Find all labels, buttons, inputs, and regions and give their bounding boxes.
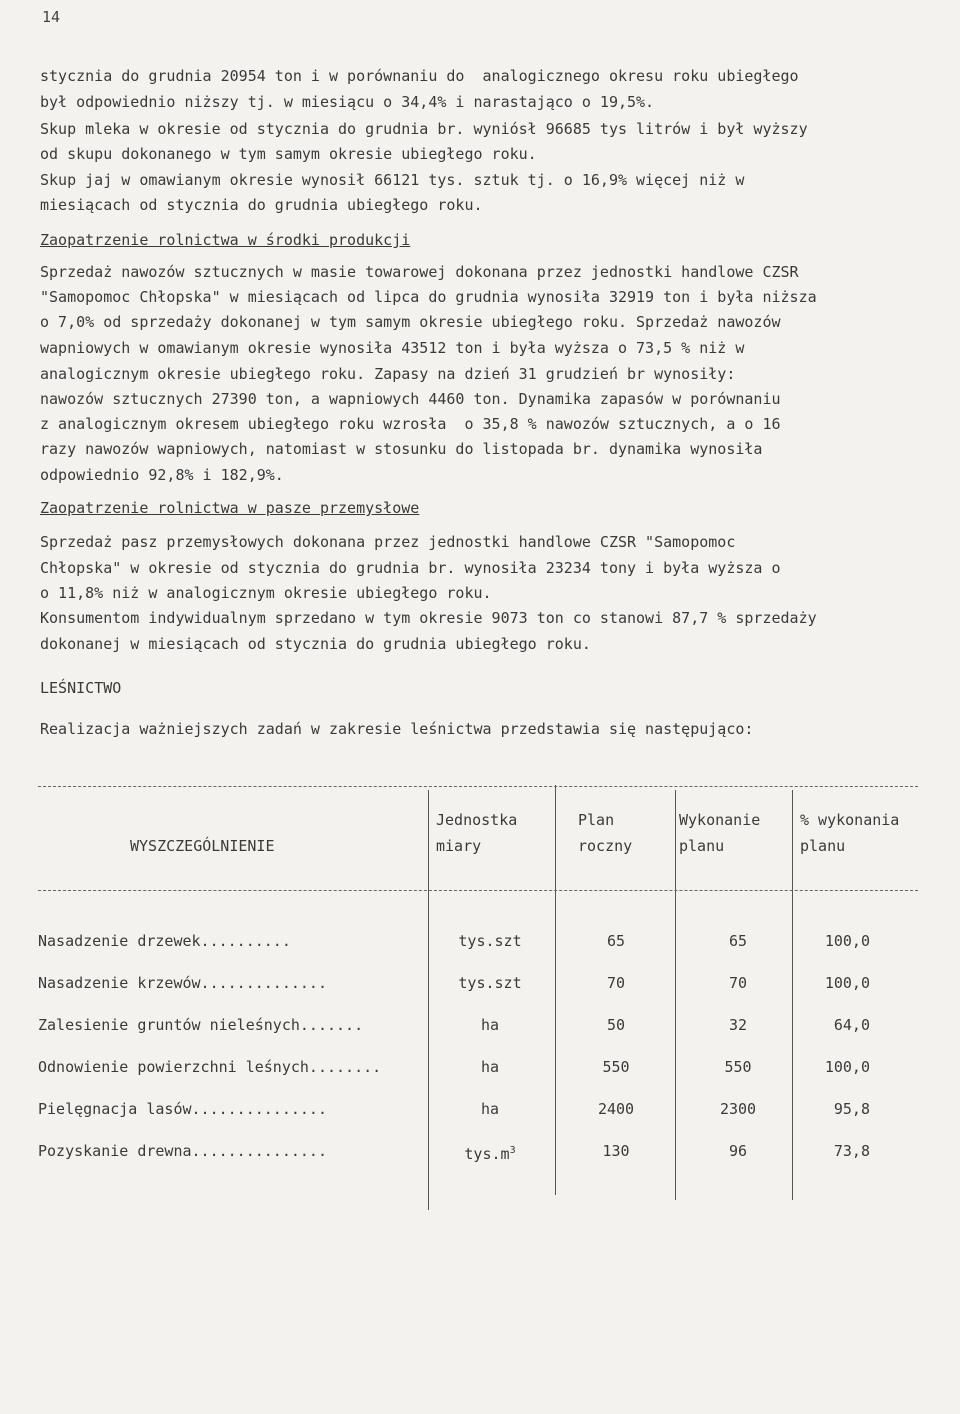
- row-unit-text: tys.szt: [458, 974, 522, 992]
- row-plan: 50: [606, 1016, 626, 1034]
- table-row: [0, 1138, 960, 1164]
- line-20: dokonanej w miesiącach od stycznia do grudnia ubiegłego roku.: [40, 635, 591, 653]
- row-percent: 100,0: [824, 1058, 870, 1076]
- row-label: Odnowienie powierzchni leśnych........: [38, 1058, 382, 1076]
- line-15: odpowiednio 92,8% i 182,9%.: [40, 466, 284, 484]
- row-execution: 2300: [719, 1100, 757, 1118]
- line-3: Skup mleka w okresie od stycznia do grudnia br. wyniósł 96685 tys litrów i był wyższy: [40, 120, 808, 138]
- header-plan-line2: roczny: [578, 837, 633, 855]
- table-row: [0, 928, 960, 954]
- table-row: [0, 1096, 960, 1122]
- row-unit: [440, 1012, 540, 1038]
- row-label: Nasadzenie drzewek..........: [38, 932, 291, 950]
- page-number: 14: [42, 8, 61, 26]
- row-unit: [440, 1096, 540, 1122]
- line-14: razy nawozów wapniowych, natomiast w stosunku do listopada br. dynamika wynosiła: [40, 440, 763, 458]
- line-5: Skup jaj w omawianym okresie wynosił 66121 tys. sztuk tj. o 16,9% więcej niż w: [40, 171, 745, 189]
- table-row: [0, 1012, 960, 1038]
- row-execution: 550: [724, 1058, 752, 1076]
- line-2: był odpowiednio niższy tj. w miesiącu o 34,4% i narastająco o 19,5%.: [40, 93, 655, 111]
- row-execution: 32: [728, 1016, 748, 1034]
- row-execution: 70: [728, 974, 748, 992]
- row-plan: 70: [606, 974, 626, 992]
- heading-1: Zaopatrzenie rolnictwa w środki produkcji: [40, 231, 411, 249]
- row-plan: 130: [602, 1142, 630, 1160]
- line-12: nawozów sztucznych 27390 ton, a wapniowych 4460 ton. Dynamika zapasów w porównaniu: [40, 390, 781, 408]
- row-label: Pozyskanie drewna...............: [38, 1142, 327, 1160]
- table-row: [0, 1054, 960, 1080]
- row-plan: 2400: [597, 1100, 635, 1118]
- row-unit-text: tys.m: [464, 1145, 510, 1163]
- row-label: Zalesienie gruntów nieleśnych.......: [38, 1016, 364, 1034]
- row-unit: [440, 928, 540, 954]
- row-unit: [440, 970, 540, 996]
- table-row: [0, 970, 960, 996]
- line-21: Realizacja ważniejszych zadań w zakresie leśnictwa przedstawia się następująco:: [40, 720, 754, 738]
- header-pct-line1: % wykonania: [800, 811, 900, 829]
- line-13: z analogicznym okresem ubiegłego roku wzrosła o 35,8 % nawozów sztucznych, a o 16: [40, 415, 781, 433]
- line-17: Chłopska" w okresie od stycznia do grudnia br. wynosiła 23234 tony i była wyższa o: [40, 559, 781, 577]
- line-11: analogicznym okresie ubiegłego roku. Zapasy na dzień 31 grudzień br wynosiły:: [40, 365, 736, 383]
- row-unit-superscript: 3: [509, 1145, 516, 1156]
- line-18: o 11,8% niż w analogicznym okresie ubiegłego roku.: [40, 584, 492, 602]
- row-execution: 96: [728, 1142, 748, 1160]
- row-percent: 95,8: [833, 1100, 870, 1118]
- header-unit-line1: Jednostka: [436, 811, 518, 829]
- row-percent: 73,8: [833, 1142, 870, 1160]
- row-percent: 64,0: [833, 1016, 870, 1034]
- line-6: miesiącach od stycznia do grudnia ubiegłego roku.: [40, 196, 483, 214]
- header-plan-line1: Plan: [578, 811, 615, 829]
- line-16: Sprzedaż pasz przemysłowych dokonana przez jednostki handlowe CZSR "Samopomoc: [40, 533, 736, 551]
- line-7: Sprzedaż nawozów sztucznych w masie towarowej dokonana przez jednostki handlowe CZSR: [40, 263, 799, 281]
- header-description: WYSZCZEGÓLNIENIE: [130, 837, 275, 855]
- row-execution: 65: [728, 932, 748, 950]
- line-19: Konsumentom indywidualnym sprzedano w tym okresie 9073 ton co stanowi 87,7 % sprzedaży: [40, 609, 817, 627]
- line-4: od skupu dokonanego w tym samym okresie ubiegłego roku.: [40, 145, 537, 163]
- row-percent: 100,0: [824, 932, 870, 950]
- row-unit-text: tys.szt: [458, 932, 522, 950]
- line-8: "Samopomoc Chłopska" w miesiącach od lipca do grudnia wynosiła 32919 ton i była niższa: [40, 288, 817, 306]
- header-unit-line2: miary: [436, 837, 482, 855]
- line-9: o 7,0% od sprzedaży dokonanej w tym samym okresie ubiegłego roku. Sprzedaż nawozów: [40, 313, 781, 331]
- row-unit: [440, 1054, 540, 1080]
- row-unit-text: ha: [480, 1100, 500, 1118]
- header-pct-line2: planu: [800, 837, 846, 855]
- row-label: Pielęgnacja lasów...............: [38, 1100, 327, 1118]
- line-1: stycznia do grudnia 20954 ton i w porównaniu do analogicznego okresu roku ubiegłego: [40, 67, 799, 85]
- row-unit-text: ha: [480, 1016, 500, 1034]
- line-10: wapniowych w omawianym okresie wynosiła 43512 ton i była wyższa o 73,5 % niż w: [40, 339, 745, 357]
- heading-3: LEŚNICTWO: [40, 679, 122, 697]
- header-exec-line2: planu: [679, 837, 725, 855]
- header-exec-line1: Wykonanie: [679, 811, 761, 829]
- row-percent: 100,0: [824, 974, 870, 992]
- row-plan: 65: [606, 932, 626, 950]
- row-plan: 550: [602, 1058, 630, 1076]
- row-label: Nasadzenie krzewów..............: [38, 974, 327, 992]
- row-unit-text: ha: [480, 1058, 500, 1076]
- heading-2: Zaopatrzenie rolnictwa w pasze przemysłowe: [40, 499, 420, 517]
- row-unit: [440, 1138, 540, 1167]
